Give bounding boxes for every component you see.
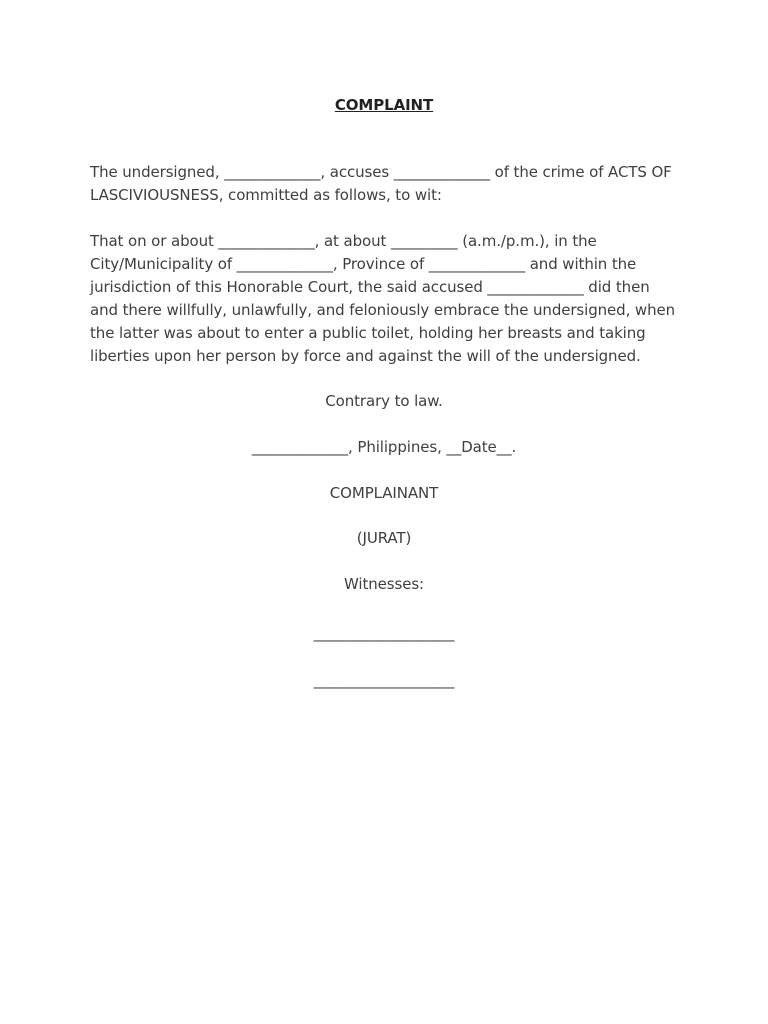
- place-date-line: _____________, Philippines, __Date__.: [251, 438, 517, 456]
- witnesses-label: Witnesses:: [343, 575, 424, 593]
- jurat-label: (JURAT): [356, 529, 412, 547]
- complainant-label: COMPLAINANT: [329, 484, 439, 502]
- contrary-to-law: Contrary to law.: [325, 392, 443, 410]
- complaint-intro-paragraph: The undersigned, _____________, accuses _____________ of the crime of ACTS OF LASCIVIOUSNESS, committed as follows, to wit:: [90, 163, 672, 204]
- witness-signature-line: ___________________: [313, 671, 455, 689]
- complaint-body-paragraph: That on or about _____________, at about _________ (a.m./p.m.), in the City/Municipality of _____________, Province of _____________ and within the jurisdiction of this Honorable Court, the said accused _____________ did then and there willfully, unlawfully, and feloniously embrace the undersigned, when the latter was about to enter a public toilet, holding her breasts and taking liberties upon her person by force and against the will of the undersigned.: [90, 232, 676, 365]
- witness-signature-line: ___________________: [313, 624, 455, 642]
- document-title: COMPLAINT: [334, 96, 434, 114]
